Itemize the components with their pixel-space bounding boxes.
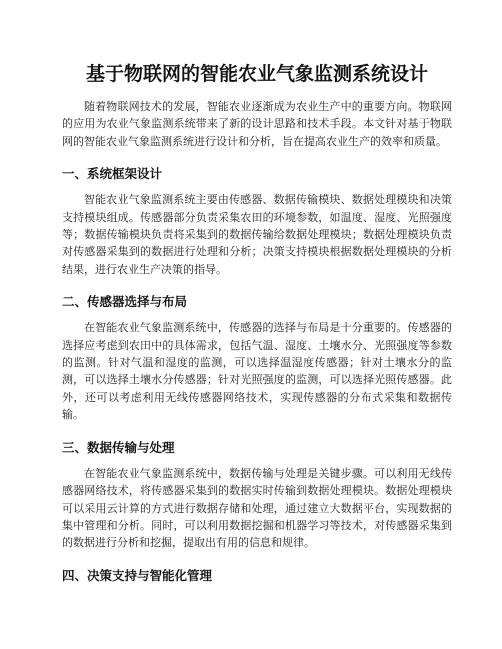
section-heading-data: 三、数据传输与处理 [62, 439, 175, 455]
section-body-sensors: 在智能农业气象监测系统中，传感器的选择与布局是十分重要的。传感器的选择应考虑到农田中的具体需求，包括气温、湿度、土壤水分、光照强度等参数的监测。针对气温和湿度的监测，可以选择温湿度传感器；针对土壤水分的监测，可以选择土壤水分传感器；针对光照强度的监测，可以选择光照传感器。此外，还可以考虑利用无线传感器网络技术，实现传感器的分布式采集和数据传输。 [62, 321, 452, 422]
section-heading-framework: 一、系统框架设计 [62, 166, 163, 182]
section-body-data: 在智能农业气象监测系统中，数据传输与处理是关键步骤。可以利用无线传感器网络技术，将传感器采集到的数据实时传输到数据处理模块。数据处理模块可以采用云计算的方式进行数据存储和处理，通过建立大数据平台，实现数据的集中管理和分析。同时，可以利用数据挖掘和机器学习等技术，对传感器采集到的数据进行分析和挖掘，提取出有用的信息和规律。 [62, 466, 452, 550]
section-body-framework: 智能农业气象监测系统主要由传感器、数据传输模块、数据处理模块和决策支持模块组成。传感器部分负责采集农田的环境参数，如温度、湿度、光照强度等；数据传输模块负责将采集到的数据传输给数据处理模块；数据处理模块负责对传感器采集到的数据进行处理和分析；决策支持模块根据数据处理模块的分析结果，进行农业生产决策的指导。 [62, 193, 452, 276]
intro-paragraph: 随着物联网技术的发展，智能农业逐渐成为农业生产中的重要方向。物联网的应用为农业气象监测系统带来了新的设计思路和技术手段。本文针对基于物联网的智能农业气象监测系统进行设计和分析，旨在提高农业生产的效率和质量。 [62, 100, 452, 148]
document-title: 基于物联网的智能农业气象监测系统设计 [85, 63, 428, 85]
section-heading-decision: 四、决策支持与智能化管理 [62, 567, 213, 583]
section-heading-sensors: 二、传感器选择与布局 [62, 294, 188, 310]
